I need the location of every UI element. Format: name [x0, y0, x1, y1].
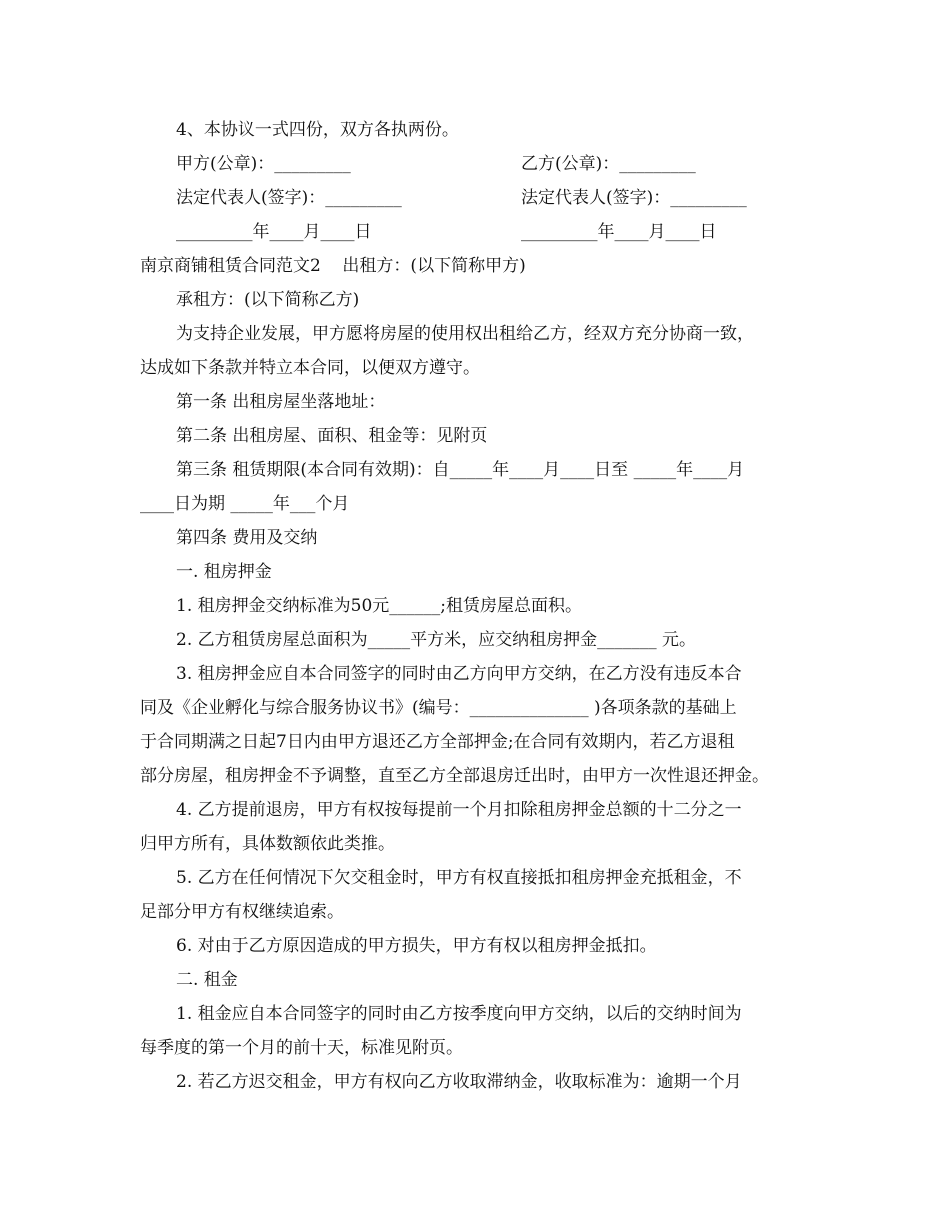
text-line: ____日为期 _____年___个月 — [140, 494, 350, 514]
text-line: 于合同期满之日起7日内由甲方退还乙方全部押金;在合同有效期内，若乙方退租 — [140, 732, 735, 752]
text-line: 法定代表人(签字)：_________ — [521, 188, 747, 208]
text-line: 承租方：(以下简称乙方) — [176, 290, 360, 310]
text-line: 3. 租房押金应自本合同签字的同时由乙方向甲方交纳，在乙方没有违反本合 — [176, 664, 742, 684]
text-line: 1. 租金应自本合同签字的同时由乙方按季度向甲方交纳，以后的交纳时间为 — [176, 1004, 742, 1024]
text-line: 1. 租房押金交纳标准为50元______;租赁房屋总面积。 — [176, 596, 582, 616]
text-line: 归甲方所有，具体数额依此类推。 — [140, 834, 395, 854]
text-line: 乙方(公章)：_________ — [521, 154, 696, 174]
text-line: 4. 乙方提前退房，甲方有权按每提前一个月扣除租房押金总额的十二分之一 — [176, 800, 742, 820]
text-line: _________年____月____日 — [521, 222, 717, 242]
text-line: 部分房屋，租房押金不予调整，直至乙方全部退房迁出时，由甲方一次性退还押金。 — [140, 766, 769, 786]
text-line: 甲方(公章)：_________ — [176, 154, 351, 174]
text-line: 每季度的第一个月的前十天，标准见附页。 — [140, 1038, 463, 1058]
text-line: 2. 乙方租赁房屋总面积为_____平方米，应交纳租房押金_______ 元。 — [176, 630, 697, 650]
text-line: 达成如下条款并特立本合同，以便双方遵守。 — [140, 358, 480, 378]
text-line: 一. 租房押金 — [176, 562, 272, 582]
text-line: _________年____月____日 — [176, 222, 372, 242]
text-line: 5. 乙方在任何情况下欠交租金时，甲方有权直接抵扣租房押金充抵租金，不 — [176, 868, 742, 888]
text-line: 南京商铺租赁合同范文2 出租方：(以下简称甲方) — [140, 256, 526, 276]
text-line: 法定代表人(签字)：_________ — [176, 188, 402, 208]
text-line: 第二条 出租房屋、面积、租金等：见附页 — [176, 426, 488, 446]
text-line: 为支持企业发展，甲方愿将房屋的使用权出租给乙方，经双方充分协商一致， — [176, 324, 754, 344]
text-line: 同及《企业孵化与综合服务协议书》(编号：______________ )各项条款的基础上 — [140, 698, 737, 718]
text-line: 2. 若乙方迟交租金，甲方有权向乙方收取滞纳金，收取标准为：逾期一个月 — [176, 1072, 742, 1092]
text-line: 第三条 租赁期限(本合同有效期)：自_____年____月____日至 _____年____月 — [176, 460, 745, 480]
text-line: 足部分甲方有权继续追索。 — [140, 902, 344, 922]
text-line: 第一条 出租房屋坐落地址： — [176, 392, 386, 412]
text-line: 4、本协议一式四份，双方各执两份。 — [176, 120, 459, 140]
text-line: 第四条 费用及交纳 — [176, 528, 318, 548]
text-line: 二. 租金 — [176, 970, 238, 990]
text-line: 6. 对由于乙方原因造成的甲方损失，甲方有权以租房押金抵扣。 — [176, 936, 657, 956]
